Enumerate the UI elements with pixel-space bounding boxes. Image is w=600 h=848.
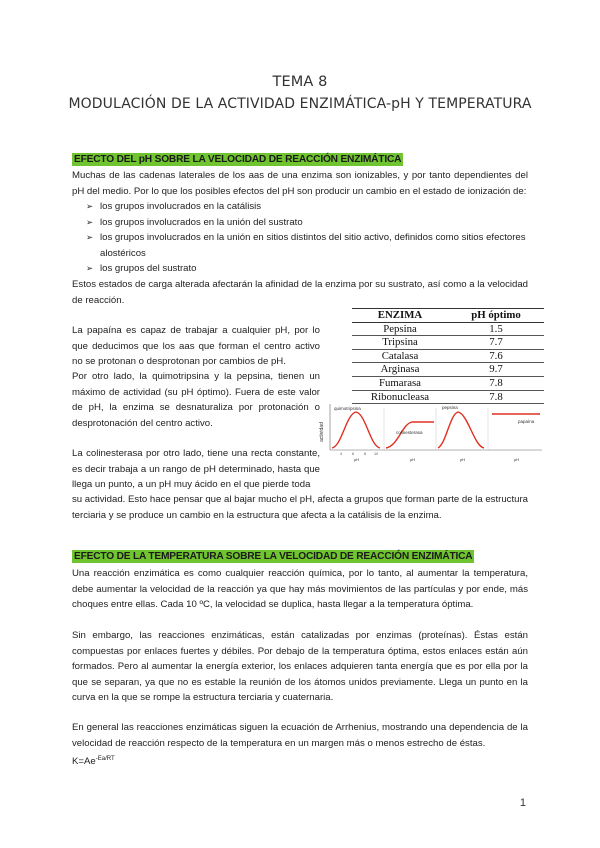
arrow-bullet-icon: ➢ — [86, 263, 94, 274]
enzyme-name: Catalasa — [352, 349, 448, 363]
x-axis-label: pH — [460, 457, 466, 462]
enzyme-name: Arginasa — [352, 363, 448, 377]
arrow-bullet-icon: ➢ — [86, 216, 94, 227]
table-header-ph: pH óptimo — [448, 309, 544, 323]
enzyme-ph: 9.7 — [448, 363, 544, 377]
enzyme-ph: 7.8 — [448, 376, 544, 390]
table-row — [352, 322, 544, 336]
table-header-enzima: ENZIMA — [352, 309, 448, 323]
page-subtitle: MODULACIÓN DE LA ACTIVIDAD ENZIMÁTICA-pH Y TEMPERATURA — [68, 96, 532, 112]
arrhenius-formula: $K=Ae^{-Ea/RT}$ — [72, 756, 115, 767]
list-item: ➢ los grupos involucrados en la unión en sitios distintos del sitio activo, definidos como sitios efectores alostéricos — [86, 232, 526, 259]
arrow-bullet-icon: ➢ — [86, 201, 94, 211]
y-axis-label: actividad — [319, 422, 325, 442]
tick-label: 8 — [364, 452, 367, 456]
table-row — [352, 336, 544, 350]
pepsina-curve — [438, 412, 484, 448]
page-title: TEMA 8 — [272, 74, 328, 90]
charge-paragraph: Estos estados de carga alterada afectarán la afinidad de la enzima por su sustrato, así como a la velocidad de reacción. — [72, 279, 528, 306]
ph-optimo-table — [352, 308, 544, 404]
panel-label: quimotripsina — [334, 406, 361, 411]
intro-paragraph: Muchas de las cadenas laterales de los aas de una enzima son ionizables, y por tanto dependientes del pH del medio. Por lo que los posibles efectos del pH son producir un cambio en el estado de ionización de: — [72, 170, 528, 197]
tick-label: 4 — [340, 452, 343, 456]
list-item: ➢ los grupos involucrados en la unión del sustrato — [72, 215, 528, 231]
table-header-row — [352, 309, 544, 323]
temperature-paragraph-2: Sin embargo, las reacciones enzimáticas, están catalizadas por enzimas (proteínas). Éstas están compuestas por enlaces fuertes y débiles. Por debajo de la temperatura óptima, estos enlaces están aún formados. Pero al aumentar la energía exterior, los enlaces adquieren tanta energía que es por ella por la que se separan, ya que no es estable la reunión de los átomos unidos previamente. Llega un punto en la curva en la que se rompe la estructura terciaria y cuaternaria. — [72, 630, 528, 704]
page-number: 1 — [519, 797, 526, 809]
x-axis-label: pH — [354, 457, 360, 462]
enzyme-name: Tripsina — [352, 336, 448, 350]
enzyme-ph: 7.8 — [448, 390, 544, 404]
section-heading-ph: EFECTO DEL pH SOBRE LA VELOCIDAD DE REACCIÓN ENZIMÁTICA — [74, 154, 402, 165]
colinesterasa-continued: su actividad. Esto hace pensar que al bajar mucho el pH, afecta a grupos que forman parte de la estructura terciaria y se produce un cambio en la estructura que afecta a la catálisis de la enzima. — [72, 494, 528, 521]
panel-label: papaína — [518, 419, 535, 424]
enzyme-ph: 7.6 — [448, 349, 544, 363]
colinesterasa-curve — [386, 422, 434, 448]
list-item: ➢ los grupos del sustrato — [72, 261, 528, 277]
table-row — [352, 363, 544, 377]
table-row — [352, 376, 544, 390]
quimotripsina-curve — [332, 412, 380, 448]
quimotripsina-paragraph: Por otro lado, la quimotripsina y la pepsina, tienen un máximo de actividad (su pH óptimo). Fuera de este valor de pH, la enzima se desnaturaliza por protonación o desprotonación del centro activo. — [72, 371, 320, 429]
enzyme-ph: 7.7 — [448, 336, 544, 350]
list-item: ➢ los grupos involucrados en la catálisis — [72, 199, 528, 215]
ph-activity-graphs — [318, 400, 546, 464]
colinesterasa-paragraph: La colinesterasa por otro lado, tiene una recta constante, es decir trabaja a un rango de pH determinado, hasta que llega un punto, a un pH muy ácido en el que pierde toda — [72, 448, 320, 491]
enzyme-ph: 1.5 — [448, 322, 544, 336]
arrow-bullet-icon: ➢ — [86, 232, 94, 243]
temperature-paragraph-3: En general las reacciones enzimáticas siguen la ecuación de Arrhenius, mostrando una dependencia de la velocidad de reacción respecto de la temperatura en un margen más o menos estrecho de éstas. — [72, 722, 528, 749]
temperature-paragraph-1: Una reacción enzimática es como cualquier reacción química, por lo tanto, al aumentar la temperatura, debe aumentar la velocidad de la reacción ya que hay más movimientos de las partículas y por ende, más choques entre ellas. Cada 10 ºC, la velocidad se duplica, hasta llegar a la temperatura óptima. — [72, 568, 528, 611]
panel-label: colinesterasa — [396, 430, 423, 435]
table-row — [352, 349, 544, 363]
x-axis-label: pH — [410, 457, 416, 462]
tick-label: 6 — [352, 452, 355, 456]
x-axis-label: pH — [514, 457, 520, 462]
enzyme-name: Ribonucleasa — [352, 390, 448, 404]
enzyme-name: Pepsina — [352, 322, 448, 336]
tick-label: 10 — [374, 452, 379, 456]
panel-label: pepsina — [442, 405, 458, 410]
bullet-list — [72, 199, 528, 277]
section-heading-temperatura: EFECTO DE LA TEMPERATURA SOBRE LA VELOCIDAD DE REACCIÓN ENZIMÁTICA — [74, 551, 473, 562]
enzyme-name: Fumarasa — [352, 376, 448, 390]
papaina-paragraph: La papaína es capaz de trabajar a cualquier pH, por lo que deducimos que los aas que forman el centro activo no se protonan o desprotonan por cambios de pH. — [72, 325, 320, 368]
